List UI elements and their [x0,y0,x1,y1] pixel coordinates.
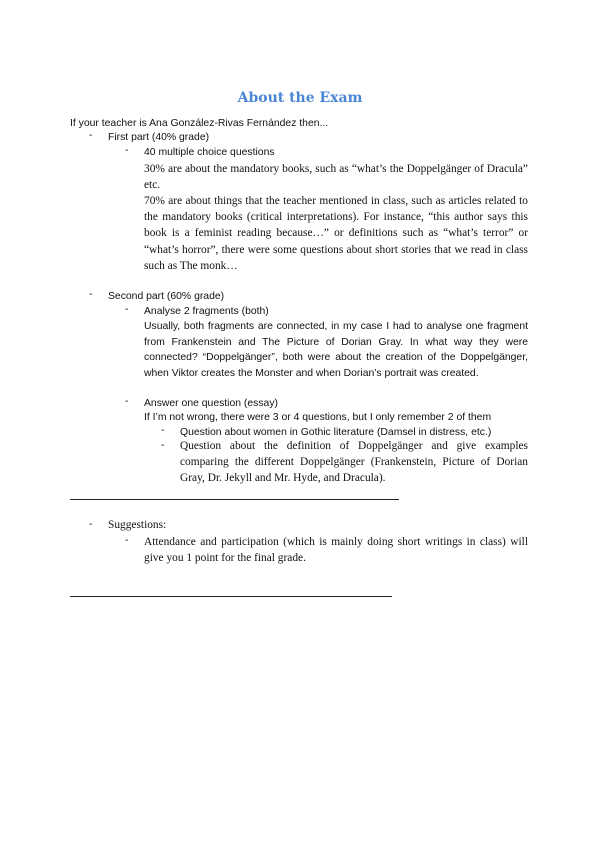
fragments-paragraph: Usually, both fragments are connected, in my case I had to analyse one fragment from Frankenstein and The Picture of Dorian Gray. In what way they were connected? “Doppelgänger”, both were about the creation of the Doppelgänger, when Viktor creates the Monster and when Dorian’s portrait was created. [144,321,528,379]
intro-text: If your teacher is Ana González-Rivas Fernández then... [70,118,329,129]
bullet-dash: - [89,130,93,141]
fragments-heading: Analyse 2 fragments (both) [144,306,269,317]
bullet-dash: - [161,440,165,451]
bullet-dash: - [125,304,129,315]
bullet-dash: - [89,519,93,530]
bullet-dash: - [125,396,129,407]
essay-question-2: Question about the definition of Doppelgänger and give examples comparing the different Doppelgänger (Frankenstein, Picture of Dorian Gray, Dr. Jekyll and Mr. Hyde, and Dracula). [180,440,528,485]
suggestions-paragraph: Attendance and participation (which is mainly doing short writings in class) will give you 1 point for the final grade. [144,536,528,565]
first-part-heading: First part (40% grade) [108,132,210,143]
divider-line [70,499,399,500]
bullet-dash: - [161,425,165,436]
bullet-dash: - [125,535,129,546]
bullet-dash: - [89,289,93,300]
essay-intro: If I’m not wrong, there were 3 or 4 questions, but I only remember 2 of them [144,412,492,423]
multiple-choice-heading: 40 multiple choice questions [144,147,275,158]
essay-heading: Answer one question (essay) [144,398,278,409]
suggestions-heading: Suggestions: [108,519,167,531]
second-part-heading: Second part (60% grade) [108,291,225,302]
page-title: About the Exam [237,90,363,106]
first-part-paragraph-2: 70% are about things that the teacher mentioned in class, such as articles related to the mandatory books (critical interpretations). For instance, “this author says this book is a feminist reading because…” or definitions such as “what’s terror” or “what’s horror”, there were some questions about short stories that we read in class such as The monk… [144,195,528,272]
first-part-paragraph-1: 30% are about the mandatory books, such as “what’s the Doppelgänger of Dracula” etc. [144,163,528,192]
divider-line [70,596,392,597]
essay-question-1: Question about women in Gothic literature (Damsel in distress, etc.) [180,427,492,438]
bullet-dash: - [125,145,129,156]
